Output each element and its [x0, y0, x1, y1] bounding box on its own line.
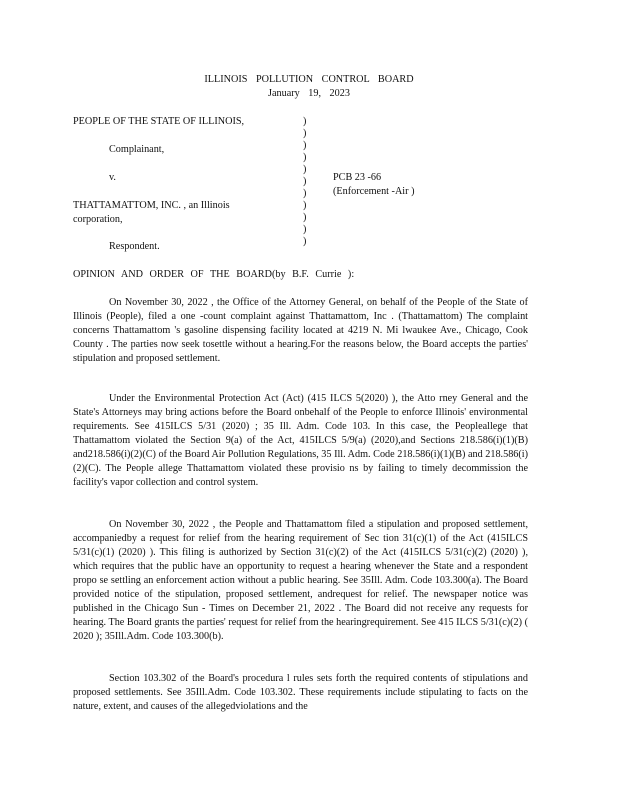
order-date: January 19, 2023 [268, 88, 350, 99]
caption-paren: ) [303, 140, 307, 151]
caption-respondent-corp: corporation, [73, 214, 123, 225]
document-header [0, 73, 618, 101]
caption-paren: ) [303, 188, 307, 199]
case-type: (Enforcement -Air ) [333, 186, 415, 197]
caption-people: PEOPLE OF THE STATE OF ILLINOIS, [73, 116, 245, 127]
case-number: PCB 23 -66 [333, 172, 382, 183]
paragraph-2 [73, 392, 528, 490]
caption-paren: ) [303, 128, 307, 139]
case-caption [73, 115, 543, 255]
caption-paren: ) [303, 176, 307, 187]
caption-respondent-name: THATTAMATTOM, INC. , an Illinois [73, 200, 230, 211]
caption-paren: ) [303, 212, 307, 223]
caption-respondent: Respondent. [109, 241, 160, 252]
paragraph-1 [73, 296, 528, 366]
caption-paren: ) [303, 224, 307, 235]
caption-paren: ) [303, 152, 307, 163]
opinion-heading: OPINION AND ORDER OF THE BOARD(by B.F. Currie ): [73, 269, 355, 280]
paragraph-4 [73, 672, 528, 714]
caption-complainant: Complainant, [109, 144, 165, 155]
paragraph-text: Section 103.302 of the Board's procedura l rules sets forth the required contents of stipulations and proposed settlements. See 35Ill.Adm. Code 103.302. These requirements include stipulating to facts on the nature, extent, and causes of the allegedviolations and the [73, 673, 528, 712]
caption-paren: ) [303, 236, 307, 247]
caption-versus: v. [109, 172, 116, 183]
paragraph-text: On November 30, 2022 , the People and Thattamattom filed a stipulation and proposed settlement, accompaniedby a request for relief from the hearing requirement of Sec tion 31(c)(1) of the Act (415ILCS 5/31(c)(1) (2020) ). This filing is authorized by Section 31(c)(2) of the Act (415ILCS 5/31(c)(2) (2020) ), which requires that the public have an opportunity to request a hearing whenever the State and a respondent propo se settling an enforcement action without a public hearing. See 35Ill. Adm. Code 103.300(a). The Board provided notice of the stipulation, proposed settlement, andrequest for relief. The newspaper notice was published in the Chicago Sun - Times on December 21, 2022 . The Board did not receive any requests for hearing. The Board grants the parties' request for relief from the hearingrequirement. See 415 ILCS 5/31(c)(2) ( 2020 ); 35Ill.Adm. Code 103.300(b). [73, 519, 528, 642]
caption-paren: ) [303, 200, 307, 211]
paragraph-text: On November 30, 2022 , the Office of the Attorney General, on behalf of the People of the State of Illinois (People), filed a one -count complaint against Thattamattom, Inc . (Thattamattom) The complaint concerns Thattamattom 's gasoline dispensing facility located at 4219 N. Mi lwaukee Ave., Chicago, Cook County . The parties now seek tosettle without a hearing.For the reasons below, the Board accepts the parties' stipulation and proposed settlement. [73, 297, 528, 364]
caption-paren: ) [303, 116, 307, 127]
paragraph-3 [73, 518, 528, 644]
caption-paren: ) [303, 164, 307, 175]
paragraph-text: Under the Environmental Protection Act (Act) (415 ILCS 5(2020) ), the Atto rney General and the State's Attorneys may bring actions before the Board onbehalf of the People to enforce Illinois' environmental requirements. See 415ILCS 5/31 (2020) ; 35 Ill. Adm. Code 103. In this case, the Peopleallege that Thattamattom violated the Section 9(a) of the Act, 415ILCS 5/9(a) (2020),and Sections 218.586(i)(1)(B) and218.586(i)(2)(C) of the Board Air Pollution Regulations, 35 Ill. Adm. Code 218.586(i)(1)(B) and 218.586(i)(2)(C). The People allege Thattamattom violated these provisio ns by failing to timely decommission the facility's vapor collection and control system. [73, 393, 528, 488]
board-name: ILLINOIS POLLUTION CONTROL BOARD [204, 74, 414, 85]
